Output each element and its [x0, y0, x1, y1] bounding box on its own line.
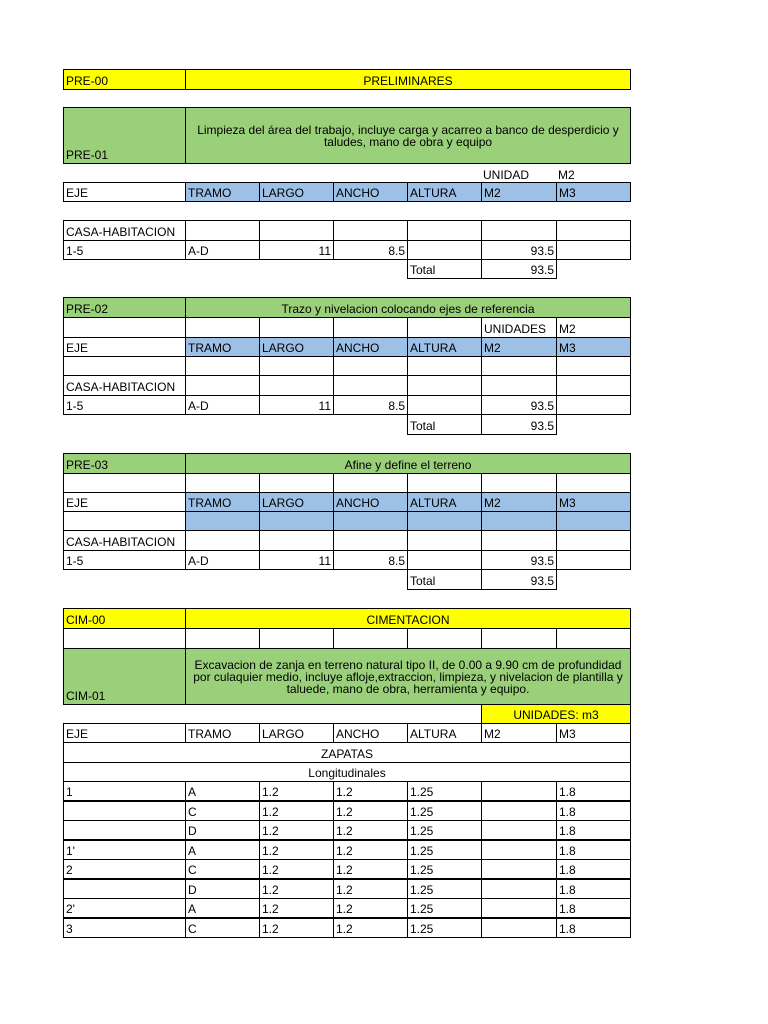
pre02-code[interactable]: PRE-02	[63, 297, 186, 318]
pre03-row-5[interactable]: 93.5	[481, 550, 557, 570]
cim01-row-6[interactable]: 1.8	[556, 820, 631, 840]
pre01-unit-label[interactable]: UNIDAD	[483, 168, 530, 183]
pre02-unit-label[interactable]: UNIDADES	[481, 317, 557, 338]
pre02-total-value[interactable]: 93.5	[481, 414, 557, 435]
empty-cell[interactable]	[259, 511, 334, 531]
cim01-row-6[interactable]: 1.8	[556, 859, 631, 879]
pre01-code[interactable]: PRE-01	[63, 107, 186, 164]
pre01-header-4[interactable]: ALTURA	[407, 182, 482, 202]
cim00-code[interactable]: CIM-00	[63, 608, 186, 629]
pre01-row-0[interactable]: 1-5	[63, 240, 186, 260]
cim01-row-1[interactable]: C	[185, 801, 260, 821]
pre02-header-3[interactable]: ANCHO	[333, 337, 408, 357]
cim01-row-0[interactable]: 2'	[63, 898, 186, 918]
empty-cell[interactable]	[63, 511, 186, 531]
empty-cell[interactable]	[259, 628, 334, 649]
pre02-row-4[interactable]	[407, 395, 482, 415]
pre02-header-2[interactable]: LARGO	[259, 337, 334, 357]
pre03-header-4[interactable]: ALTURA	[407, 492, 482, 512]
pre03-row-0[interactable]: 1-5	[63, 550, 186, 570]
cim01-row-1[interactable]: C	[185, 918, 260, 938]
cim01-row-4[interactable]: 1.25	[407, 918, 482, 938]
spacer[interactable]	[63, 201, 631, 221]
cim01-row-4[interactable]: 1.25	[407, 879, 482, 899]
pre02-header-0[interactable]: EJE	[63, 337, 186, 357]
pre03-header-3[interactable]: ANCHO	[333, 492, 408, 512]
pre02-header-1[interactable]: TRAMO	[185, 337, 260, 357]
pre01-total-value[interactable]: 93.5	[481, 259, 557, 279]
empty-cell[interactable]	[407, 530, 482, 551]
empty-cell[interactable]	[63, 356, 186, 376]
cim01-row-5[interactable]	[481, 918, 557, 938]
empty-cell[interactable]	[259, 220, 334, 241]
pre03-row-6[interactable]	[556, 550, 631, 570]
cim01-row-6[interactable]: 1.8	[556, 840, 631, 860]
empty-cell[interactable]	[185, 317, 260, 338]
cim01-row-1[interactable]: D	[185, 820, 260, 840]
cim01-row-5[interactable]	[481, 879, 557, 899]
pre01-header-0[interactable]: EJE	[63, 182, 186, 202]
cim01-header-3[interactable]: ANCHO	[333, 723, 408, 743]
pre02-row-6[interactable]	[556, 395, 631, 415]
empty-cell[interactable]	[63, 473, 186, 493]
cim01-header-6[interactable]: M3	[556, 723, 631, 743]
cim01-row-4[interactable]: 1.25	[407, 859, 482, 879]
pre01-row-5[interactable]: 93.5	[481, 240, 557, 260]
pre03-header-5[interactable]: M2	[481, 492, 557, 512]
cim01-row-3[interactable]: 1.2	[333, 898, 408, 918]
cim01-row-2[interactable]: 1.2	[259, 840, 334, 860]
cim01-row-5[interactable]	[481, 898, 557, 918]
pre02-title[interactable]: Trazo y nivelacion colocando ejes de referencia	[185, 297, 631, 318]
empty-cell[interactable]	[185, 511, 260, 531]
empty-cell[interactable]	[556, 530, 631, 551]
cim01-row-3[interactable]: 1.2	[333, 840, 408, 860]
pre03-total-label[interactable]: Total	[407, 569, 482, 590]
empty-cell[interactable]	[481, 356, 557, 376]
empty-cell[interactable]	[185, 356, 260, 376]
empty-cell[interactable]	[481, 511, 557, 531]
pre00-code[interactable]: PRE-00	[63, 69, 186, 90]
empty-cell[interactable]	[556, 220, 631, 241]
pre02-row-3[interactable]: 8.5	[333, 395, 408, 415]
empty-cell[interactable]	[185, 530, 260, 551]
empty-cell[interactable]	[481, 375, 557, 396]
empty-cell[interactable]	[333, 375, 408, 396]
pre01-total-label[interactable]: Total	[407, 259, 482, 279]
pre01-row-2[interactable]: 11	[259, 240, 334, 260]
empty-cell[interactable]	[481, 530, 557, 551]
empty-cell[interactable]	[407, 220, 482, 241]
empty-cell[interactable]	[556, 473, 631, 493]
cim01-row-2[interactable]: 1.2	[259, 859, 334, 879]
pre02-row-5[interactable]: 93.5	[481, 395, 557, 415]
empty-cell[interactable]	[407, 375, 482, 396]
empty-cell[interactable]	[407, 356, 482, 376]
cim01-longitudinales[interactable]: Longitudinales	[63, 762, 631, 782]
cim01-row-3[interactable]: 1.2	[333, 781, 408, 801]
empty-cell[interactable]	[481, 473, 557, 493]
pre00-title[interactable]: PRELIMINARES	[185, 69, 631, 90]
cim01-row-2[interactable]: 1.2	[259, 801, 334, 821]
cim01-row-4[interactable]: 1.25	[407, 781, 482, 801]
pre01-row-4[interactable]	[407, 240, 482, 260]
pre01-group[interactable]: CASA-HABITACION	[63, 220, 186, 241]
cim01-header-5[interactable]: M2	[481, 723, 557, 743]
pre03-row-1[interactable]: A-D	[185, 550, 260, 570]
cim01-row-4[interactable]: 1.25	[407, 898, 482, 918]
cim01-row-4[interactable]: 1.25	[407, 801, 482, 821]
pre02-header-5[interactable]: M2	[481, 337, 557, 357]
cim01-row-0[interactable]: 1	[63, 781, 186, 801]
cim01-row-3[interactable]: 1.2	[333, 820, 408, 840]
cim01-row-3[interactable]: 1.2	[333, 801, 408, 821]
cim01-row-5[interactable]	[481, 801, 557, 821]
cim01-row-6[interactable]: 1.8	[556, 898, 631, 918]
pre01-title[interactable]: Limpieza del área del trabajo, incluye carga y acarreo a banco de desperdicio y taludes, mano de obra y equipo	[185, 107, 631, 164]
empty-cell[interactable]	[333, 628, 408, 649]
empty-cell[interactable]	[556, 356, 631, 376]
cim01-row-1[interactable]: C	[185, 859, 260, 879]
cim01-header-1[interactable]: TRAMO	[185, 723, 260, 743]
cim01-row-5[interactable]	[481, 859, 557, 879]
pre03-row-3[interactable]: 8.5	[333, 550, 408, 570]
cim01-row-1[interactable]: A	[185, 781, 260, 801]
cim01-code[interactable]: CIM-01	[63, 648, 186, 705]
pre03-row-4[interactable]	[407, 550, 482, 570]
empty-cell[interactable]	[333, 511, 408, 531]
pre02-total-label[interactable]: Total	[407, 414, 482, 435]
pre01-header-6[interactable]: M3	[556, 182, 631, 202]
pre02-row-2[interactable]: 11	[259, 395, 334, 415]
pre01-row-6[interactable]	[556, 240, 631, 260]
pre01-row-3[interactable]: 8.5	[333, 240, 408, 260]
empty-cell[interactable]	[556, 628, 631, 649]
pre02-group[interactable]: CASA-HABITACION	[63, 375, 186, 396]
empty-cell[interactable]	[259, 530, 334, 551]
cim01-row-6[interactable]: 1.8	[556, 781, 631, 801]
pre01-header-5[interactable]: M2	[481, 182, 557, 202]
cim01-row-2[interactable]: 1.2	[259, 918, 334, 938]
cim01-row-0[interactable]	[63, 820, 186, 840]
cim01-row-4[interactable]: 1.25	[407, 840, 482, 860]
empty-cell[interactable]	[407, 628, 482, 649]
pre03-header-6[interactable]: M3	[556, 492, 631, 512]
empty-cell[interactable]	[407, 473, 482, 493]
cim01-row-4[interactable]: 1.25	[407, 820, 482, 840]
empty-cell[interactable]	[259, 317, 334, 338]
cim01-row-5[interactable]	[481, 820, 557, 840]
empty-cell[interactable]	[333, 473, 408, 493]
pre01-header-2[interactable]: LARGO	[259, 182, 334, 202]
cim01-row-1[interactable]: D	[185, 879, 260, 899]
cim01-row-6[interactable]: 1.8	[556, 801, 631, 821]
empty-cell[interactable]	[259, 356, 334, 376]
empty-cell[interactable]	[333, 317, 408, 338]
cim01-row-0[interactable]: 2	[63, 859, 186, 879]
pre03-header-0[interactable]: EJE	[63, 492, 186, 512]
pre02-row-0[interactable]: 1-5	[63, 395, 186, 415]
empty-cell[interactable]	[481, 628, 557, 649]
cim01-header-4[interactable]: ALTURA	[407, 723, 482, 743]
pre01-unit-value[interactable]: M2	[558, 168, 575, 183]
empty-cell[interactable]	[481, 220, 557, 241]
cim01-zapatas[interactable]: ZAPATAS	[63, 742, 631, 763]
cim01-row-6[interactable]: 1.8	[556, 879, 631, 899]
pre02-row-1[interactable]: A-D	[185, 395, 260, 415]
empty-cell[interactable]	[185, 628, 260, 649]
cim01-row-0[interactable]	[63, 801, 186, 821]
cim00-title[interactable]: CIMENTACION	[185, 608, 631, 629]
cim01-row-2[interactable]: 1.2	[259, 879, 334, 899]
pre02-unit-value[interactable]: M2	[556, 317, 631, 338]
empty-cell[interactable]	[259, 473, 334, 493]
cim01-row-0[interactable]	[63, 879, 186, 899]
empty-cell[interactable]	[63, 317, 186, 338]
cim01-row-5[interactable]	[481, 781, 557, 801]
empty-cell[interactable]	[333, 530, 408, 551]
pre03-title[interactable]: Afine y define el terreno	[185, 453, 631, 474]
cim01-row-2[interactable]: 1.2	[259, 820, 334, 840]
pre02-header-6[interactable]: M3	[556, 337, 631, 357]
cim01-row-1[interactable]: A	[185, 840, 260, 860]
pre03-code[interactable]: PRE-03	[63, 453, 186, 474]
empty-cell[interactable]	[185, 473, 260, 493]
pre01-header-3[interactable]: ANCHO	[333, 182, 408, 202]
pre03-header-2[interactable]: LARGO	[259, 492, 334, 512]
empty-cell[interactable]	[333, 220, 408, 241]
pre01-row-1[interactable]: A-D	[185, 240, 260, 260]
empty-cell[interactable]	[63, 628, 186, 649]
cim01-row-2[interactable]: 1.2	[259, 781, 334, 801]
cim01-row-1[interactable]: A	[185, 898, 260, 918]
pre03-header-1[interactable]: TRAMO	[185, 492, 260, 512]
cim01-title[interactable]: Excavacion de zanja en terreno natural tipo II, de 0.00 a 9.90 cm de profundidad por culaquier medio, incluye afloje,extraccion, limpieza, y nivelacion de plantilla y taluede, mano de obra, herramienta y equipo.	[185, 648, 631, 705]
pre01-header-1[interactable]: TRAMO	[185, 182, 260, 202]
pre03-row-2[interactable]: 11	[259, 550, 334, 570]
empty-cell[interactable]	[185, 220, 260, 241]
empty-cell[interactable]	[333, 356, 408, 376]
cim01-header-0[interactable]: EJE	[63, 723, 186, 743]
cim01-header-2[interactable]: LARGO	[259, 723, 334, 743]
cim01-row-3[interactable]: 1.2	[333, 879, 408, 899]
empty-cell[interactable]	[407, 317, 482, 338]
cim01-row-2[interactable]: 1.2	[259, 898, 334, 918]
cim01-row-3[interactable]: 1.2	[333, 859, 408, 879]
cim01-units[interactable]: UNIDADES: m3	[481, 704, 631, 724]
empty-cell[interactable]	[556, 375, 631, 396]
empty-cell[interactable]	[185, 375, 260, 396]
cim01-row-0[interactable]: 1'	[63, 840, 186, 860]
empty-cell[interactable]	[407, 511, 482, 531]
pre03-total-value[interactable]: 93.5	[481, 569, 557, 590]
cim01-row-6[interactable]: 1.8	[556, 918, 631, 938]
cim01-row-5[interactable]	[481, 840, 557, 860]
empty-cell[interactable]	[259, 375, 334, 396]
pre03-group[interactable]: CASA-HABITACION	[63, 530, 186, 551]
empty-cell[interactable]	[556, 511, 631, 531]
cim01-row-0[interactable]: 3	[63, 918, 186, 938]
cim01-row-3[interactable]: 1.2	[333, 918, 408, 938]
pre02-header-4[interactable]: ALTURA	[407, 337, 482, 357]
